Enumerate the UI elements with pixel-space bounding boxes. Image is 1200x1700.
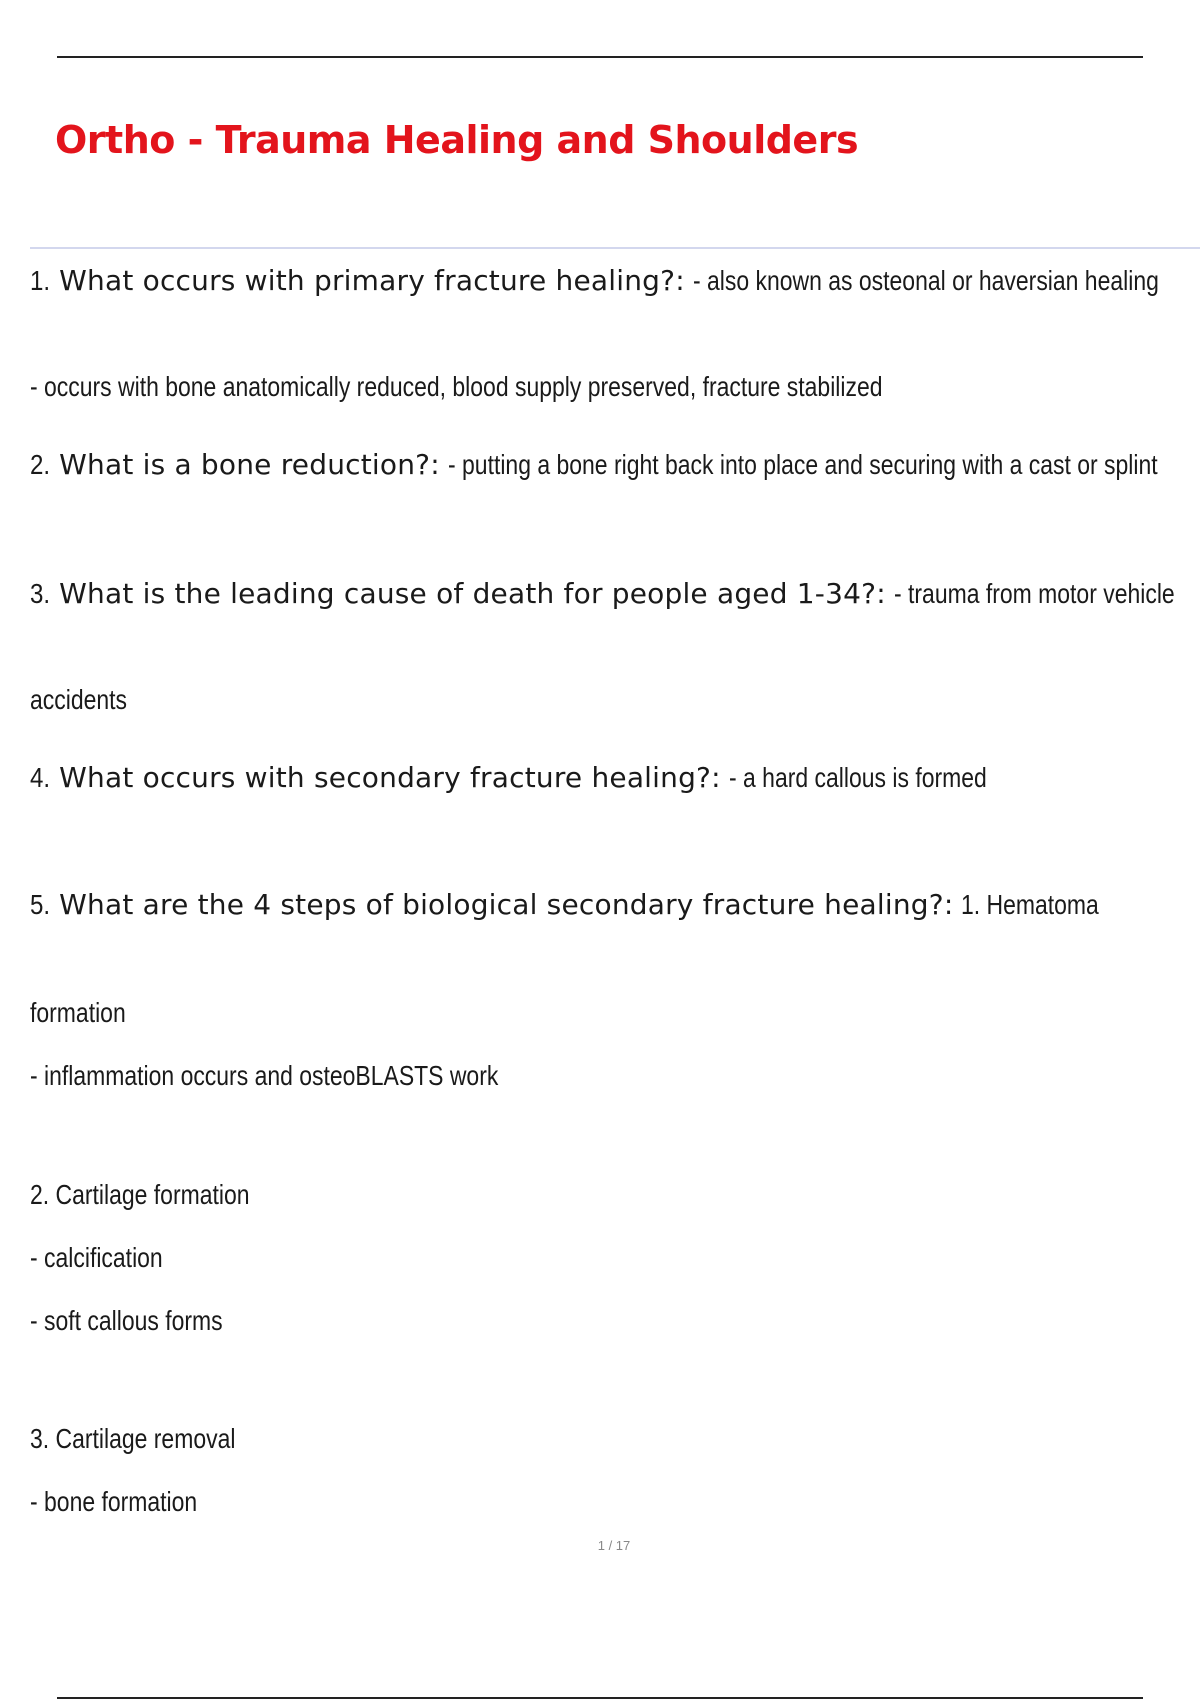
- answer-continuation: [30, 1304, 265, 1338]
- question-text: What is a bone reduction?:: [59, 448, 440, 481]
- question-text: What occurs with primary fracture healing?:: [59, 264, 685, 297]
- item-number: 2.: [30, 449, 51, 480]
- answer-text: - a hard callous is formed: [728, 762, 987, 793]
- answer-line: accidents: [30, 684, 128, 715]
- answer-continuation: [30, 1485, 234, 1519]
- item-number: 4.: [30, 762, 51, 793]
- qa-item-2: [30, 448, 1200, 482]
- question-text: What occurs with secondary fracture healing?:: [59, 761, 721, 794]
- answer-line: 2. Cartilage formation: [30, 1179, 250, 1210]
- answer-continuation: [30, 1178, 298, 1212]
- document-title: Ortho - Trauma Healing and Shoulders: [55, 118, 859, 162]
- item-number: 5.: [30, 889, 51, 920]
- answer-continuation: [30, 996, 147, 1030]
- answer-text: 1. Hematoma: [961, 889, 1100, 920]
- page-number: 1 / 17: [597, 1538, 631, 1553]
- answer-continuation: [30, 1422, 281, 1456]
- answer-line: - inflammation occurs and osteoBLASTS work: [30, 1060, 499, 1091]
- answer-line: formation: [30, 997, 126, 1028]
- answer-text: - also known as osteonal or haversian healing: [692, 265, 1159, 296]
- top-rule: [57, 56, 1143, 58]
- question-text: What is the leading cause of death for people aged 1-34?:: [59, 577, 886, 610]
- qa-item-4: [30, 761, 1043, 795]
- item-number: 1.: [30, 265, 51, 296]
- answer-continuation: [30, 683, 148, 717]
- question-text: What are the 4 steps of biological secondary fracture healing?:: [59, 888, 954, 921]
- bottom-rule: [57, 1697, 1143, 1699]
- answer-continuation: [30, 370, 1070, 404]
- qa-item-5: [30, 888, 1129, 922]
- answer-line: 3. Cartilage removal: [30, 1423, 236, 1454]
- answer-line: - bone formation: [30, 1486, 198, 1517]
- title-divider: [30, 247, 1200, 249]
- answer-line: - calcification: [30, 1242, 163, 1273]
- answer-continuation: [30, 1059, 601, 1093]
- item-number: 3.: [30, 578, 51, 609]
- answer-text: - putting a bone right back into place and securing with a cast or splint: [447, 449, 1158, 480]
- answer-line: - soft callous forms: [30, 1305, 223, 1336]
- answer-text: - trauma from motor vehicle: [893, 578, 1175, 609]
- answer-line: - occurs with bone anatomically reduced, blood supply preserved, fracture stabilized: [30, 371, 883, 402]
- qa-item-3: [30, 577, 1200, 611]
- qa-item-1: [30, 264, 1200, 298]
- answer-continuation: [30, 1241, 192, 1275]
